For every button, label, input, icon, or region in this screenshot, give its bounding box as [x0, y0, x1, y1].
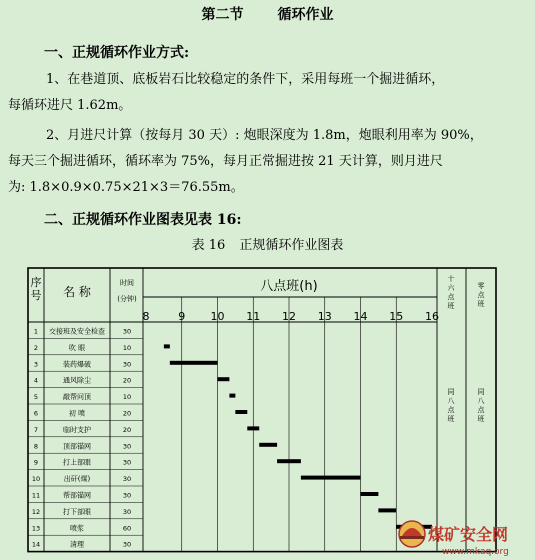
gantt-bar: [301, 476, 361, 480]
task-seq: 8: [33, 442, 39, 451]
task-seq: 14: [31, 540, 41, 549]
paragraph-1-line-1: 1、在巷道顶、底板岩石比较稳定的条件下，采用每班一个掘进循环，: [46, 72, 445, 87]
task-minutes: 10: [122, 343, 132, 352]
section-number: 第二节: [201, 7, 244, 23]
table-caption-title: 正规循环作业图表: [239, 238, 344, 253]
hour-tick-label: 16: [425, 310, 439, 323]
task-seq: 9: [33, 458, 39, 467]
task-name: 临时支护: [63, 425, 91, 434]
paragraph-2-line-3: 为: 1.8×0.9×0.75×21×3＝76.55m。: [8, 180, 244, 195]
gantt-bar: [378, 508, 396, 512]
gantt-bar: [277, 459, 301, 463]
task-name: 交接班及安全检查: [49, 327, 105, 336]
task-name: 打上部眼: [63, 458, 91, 467]
task-name: 敲帮问顶: [63, 393, 91, 402]
task-minutes: 20: [122, 425, 132, 434]
hour-tick-label: 8: [142, 310, 150, 323]
gantt-bar: [247, 426, 259, 430]
task-seq: 3: [33, 360, 39, 369]
shift-0-note: 同八点班: [477, 388, 485, 423]
task-minutes: 10: [122, 393, 132, 402]
task-name: 初 喷: [68, 409, 86, 418]
gantt-bar: [361, 492, 379, 496]
task-seq: 12: [31, 507, 41, 516]
header-shift-16: 十六点班: [447, 275, 455, 310]
section-title-text: 循环作业: [277, 7, 334, 23]
task-seq: 11: [31, 491, 41, 500]
task-seq: 6: [33, 409, 39, 418]
task-seq: 7: [33, 425, 39, 434]
hour-tick-label: 10: [210, 310, 225, 323]
task-name: 出矸(煤): [63, 475, 91, 484]
shift-16-note: 同八点班: [447, 388, 455, 423]
watermark-url: www.mkaq.org: [442, 547, 509, 557]
task-name: 通风除尘: [63, 376, 91, 385]
hour-tick-label: 15: [389, 310, 404, 323]
gantt-bar: [218, 377, 230, 381]
paragraph-1-line-2: 每循环进尺 1.62m。: [8, 98, 132, 113]
task-name: 吹 眼: [68, 343, 86, 352]
task-name: 装药爆破: [63, 360, 91, 369]
task-name: 清理: [70, 540, 84, 549]
header-shift-8: 八点班(h): [260, 279, 318, 294]
hour-tick-label: 14: [353, 310, 368, 323]
table-caption-label: 表 16: [191, 238, 226, 253]
gantt-bar: [164, 344, 170, 348]
gantt-bar: [259, 443, 277, 447]
hardhat-logo-icon: [399, 521, 425, 547]
task-name: 顶部锚网: [63, 442, 91, 451]
task-seq: 4: [33, 376, 39, 385]
subheading-2: 二、正规循环作业图表见表 16:: [44, 212, 242, 228]
site-watermark: [396, 516, 532, 558]
header-name: 名 称: [63, 285, 91, 299]
header-seq: 序号: [30, 276, 42, 302]
task-minutes: 30: [122, 360, 132, 369]
task-minutes: 30: [122, 327, 132, 336]
header-time-unit: (分钟): [117, 295, 137, 303]
hour-tick-label: 11: [246, 310, 261, 323]
header-time: 时间: [120, 279, 134, 287]
task-seq: 2: [33, 343, 39, 352]
task-name: 喷浆: [70, 524, 84, 533]
hour-tick-label: 9: [178, 310, 186, 323]
gantt-bar: [229, 394, 235, 398]
gantt-bar: [170, 361, 218, 365]
task-seq: 5: [33, 393, 39, 402]
task-seq: 10: [31, 475, 41, 484]
gantt-bar: [235, 410, 247, 414]
paragraph-2-line-2: 每天三个掘进循环，循环率为 75%，每月正常掘进按 21 天计算，则月进尺: [8, 154, 443, 169]
task-minutes: 30: [122, 458, 132, 467]
task-minutes: 20: [122, 409, 132, 418]
hour-tick-label: 12: [282, 310, 296, 323]
hour-tick-label: 13: [317, 310, 332, 323]
task-minutes: 60: [122, 524, 132, 533]
task-minutes: 20: [122, 376, 132, 385]
watermark-text: 煤矿安全网: [428, 525, 509, 544]
paragraph-2-line-1: 2、月进尺计算（按每月 30 天）: 炮眼深度为 1.8m，炮眼利用率为 90%，: [46, 128, 483, 143]
subheading-1: 一、正规循环作业方式:: [44, 45, 190, 61]
task-minutes: 30: [122, 540, 132, 549]
task-minutes: 30: [122, 491, 132, 500]
task-minutes: 30: [122, 442, 132, 451]
task-minutes: 30: [122, 475, 132, 484]
task-name: 打下部眼: [63, 507, 91, 516]
task-seq: 1: [33, 327, 39, 336]
task-seq: 13: [31, 524, 41, 533]
header-shift-0: 零点班: [477, 282, 485, 308]
task-name: 帮部锚网: [63, 491, 91, 500]
task-minutes: 30: [122, 507, 132, 516]
